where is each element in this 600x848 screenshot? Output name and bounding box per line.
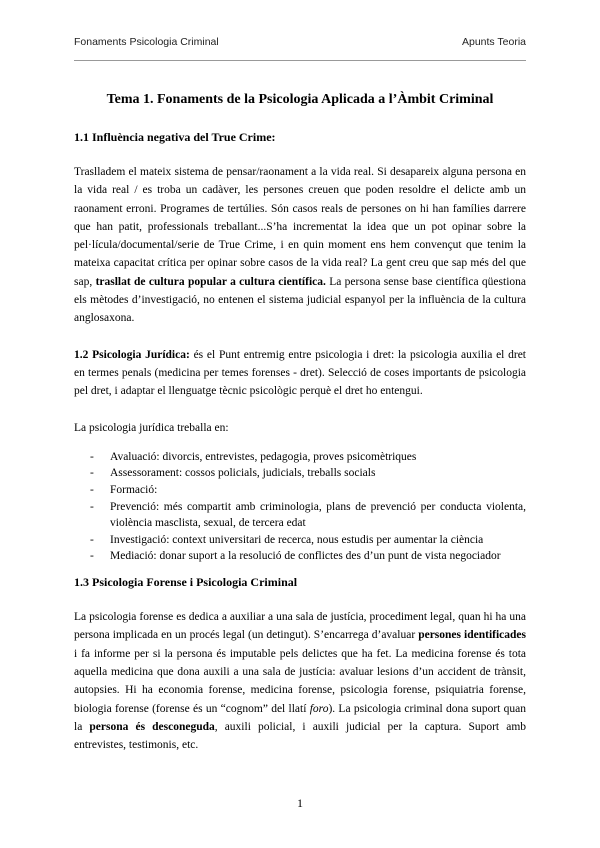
list-item: - Assessorament: cossos policials, judicials, treballs socials (74, 465, 526, 482)
s3-text-e: ). La psicologia criminal dona suport quan la (74, 702, 526, 733)
jurisdiction-areas-list (74, 449, 526, 565)
section-heading-1-2: 1.2 Psicologia Jurídica: (74, 348, 190, 361)
page-header (74, 36, 526, 48)
list-item: - Investigació: context universitari de recerca, nous estudis per aumentar la ciència (74, 532, 526, 549)
page-number: 1 (297, 796, 303, 810)
header-right-title: Apunts Teoria (461, 36, 526, 48)
list-item: - Formació: (74, 482, 526, 499)
section-1-2-paragraph (74, 346, 526, 401)
section-heading-1-3: 1.3 Psicologia Forense i Psicologia Criminal (74, 575, 298, 590)
s3-text-c: i fa informe per si la persona és imputable pels delictes que ha fet. La medicina forense és tota aquella medicina que dona auxili a una sala de justícia: avaluar lesions d’un accident de trànsit, autopsies. Hi ha economia forense, medicina forense, psicologia forense, psiquiatria forense, biologia forense (forense és un “cognom” del llatí (74, 647, 526, 715)
list-item: - Avaluació: divorcis, entrevistes, pedagogia, proves psicomètriques (74, 449, 526, 466)
s3-bold-identified: persones identificades (418, 629, 526, 642)
document-title: Tema 1. Fonaments de la Psicologia Aplicada a l’Àmbit Criminal (106, 92, 494, 107)
s1-text-end: La persona sense base científica qüestiona els mètodes d’investigació, no entenen el sistema judicial espanyol per la influència de la cultura anglosaxona. (74, 275, 526, 325)
list-item: - Mediació: donar suport a la resolució de conflictes des d’un punt de vista negociador (74, 548, 526, 565)
section-1-2-intro: La psicologia jurídica treballa en: (74, 421, 229, 434)
header-divider (74, 60, 526, 61)
s3-text-g: , auxili policial, i auxili judicial per la captura. Suport amb entrevistes, testimonis, etc. (74, 720, 527, 752)
s3-bold-unknown: persona és desconeguda (89, 720, 215, 733)
document-body (74, 92, 526, 772)
header-left-title: Fonaments Psicologia Criminal (74, 36, 219, 48)
section-heading-1-1: 1.1 Influència negativa del True Crime: (74, 130, 276, 144)
s1-bold-text: trasllat de cultura popular a cultura científica. (95, 275, 326, 288)
s3-italic-foro: foro (309, 702, 329, 715)
s2-text: és el Punt entremig entre psicologia i dret: la psicologia auxilia el dret en termes penals (medicina per temes forenses - dret). Selecció de coses importants de psicologia pel dret, i adaptar el llenguatge tècnic psicològic perquè el dret ho entengui. (74, 348, 527, 398)
s3-text-a: La psicologia forense es dedica a auxiliar a una sala de justícia, procediment legal, quan hi ha una persona implicada en un procés legal (un detingut). S’encarrega d’avaluar (74, 611, 526, 642)
list-item: - Prevenció: més compartit amb criminologia, plans de prevenció per conducta violenta, violència masclista, sexual, de tercera edat (74, 499, 526, 532)
section-1-3-paragraph (74, 608, 526, 754)
s1-text: Traslladem el mateix sistema de pensar/raonament a la vida real. Si desapareix alguna persona en la vida real / es troba un cadàver, les persones creuen que poden resoldre el delicte amb un raonament erroni. Programes de tertúlies. Són casos reals de persones on hi han famílies darrere que han patit, professionals treballant...S’ha incrementat la idea que un pot opinar sobre la pel·lícula/documental/serie de True Crime, i en quin moment ens hem convençut que tenim la mateixa capacitat crítica per opinar sobre casos de la vida real? La gent creu que sap més del que sap, (74, 166, 526, 288)
section-1-1-paragraph (74, 163, 526, 328)
